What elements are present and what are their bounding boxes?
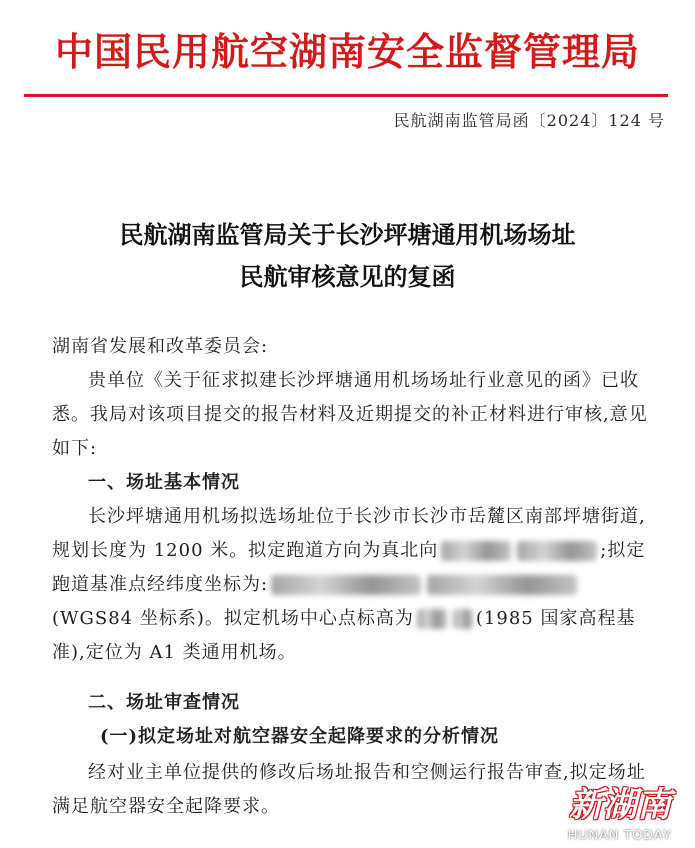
site-info-text-d: (1985 国家高程基准),定位为 A1 类通用机场。 bbox=[52, 608, 636, 663]
section-heading-2: 二、场址审查情况 bbox=[88, 692, 240, 713]
doc-title-line2: 民航审核意见的复函 bbox=[239, 262, 456, 291]
redacted-block bbox=[417, 609, 447, 629]
doc-title bbox=[0, 214, 695, 298]
paragraph-intro: 贵单位《关于征求拟建长沙坪塘通用机场场址行业意见的函》已收悉。我局对该项目提交的报告材料及近期提交的补正材料进行审核,意见如下: bbox=[52, 370, 648, 459]
paragraph-site-info bbox=[52, 500, 652, 670]
hunan-today-watermark bbox=[555, 783, 685, 842]
redacted-block bbox=[271, 575, 421, 595]
watermark-logo: 新湖南 bbox=[569, 785, 671, 825]
doc-number: 民航湖南监管局函〔2024〕124 号 bbox=[393, 111, 665, 130]
redacted-block bbox=[441, 541, 511, 561]
site-info-text-a: 长沙坪塘通用机场拟选场址位于长沙市长沙市岳麓区南部坪塘街道,规划长度为 1200 米。拟定跑道方向为真北向 bbox=[52, 506, 646, 561]
addressee: 湖南省发展和改革委员会: bbox=[52, 336, 269, 357]
site-info-text-b: ;拟定跑道基准点经纬度坐标为: bbox=[52, 540, 646, 595]
doc-title-line1: 民航湖南监管局关于长沙坪塘通用机场场址 bbox=[119, 220, 576, 249]
section-heading-1: 一、场址基本情况 bbox=[88, 472, 240, 493]
watermark-subtitle: HUNAN TODAY bbox=[567, 827, 673, 842]
redacted-block bbox=[427, 575, 577, 595]
site-info-text-c: (WGS84 坐标系)。拟定机场中心点标高为 bbox=[52, 608, 414, 629]
redacted-block bbox=[517, 541, 597, 561]
header-org-name: 中国民用航空湖南安全监督管理局 bbox=[54, 29, 640, 74]
header-red-rule bbox=[24, 94, 668, 97]
paragraph-safety-analysis: 经对业主单位提供的修改后场址报告和空侧运行报告审查,拟定场址满足航空器安全起降要求。 bbox=[52, 762, 646, 817]
subsection-heading-1: (一)拟定场址对航空器安全起降要求的分析情况 bbox=[100, 726, 500, 747]
redacted-block bbox=[453, 609, 473, 629]
